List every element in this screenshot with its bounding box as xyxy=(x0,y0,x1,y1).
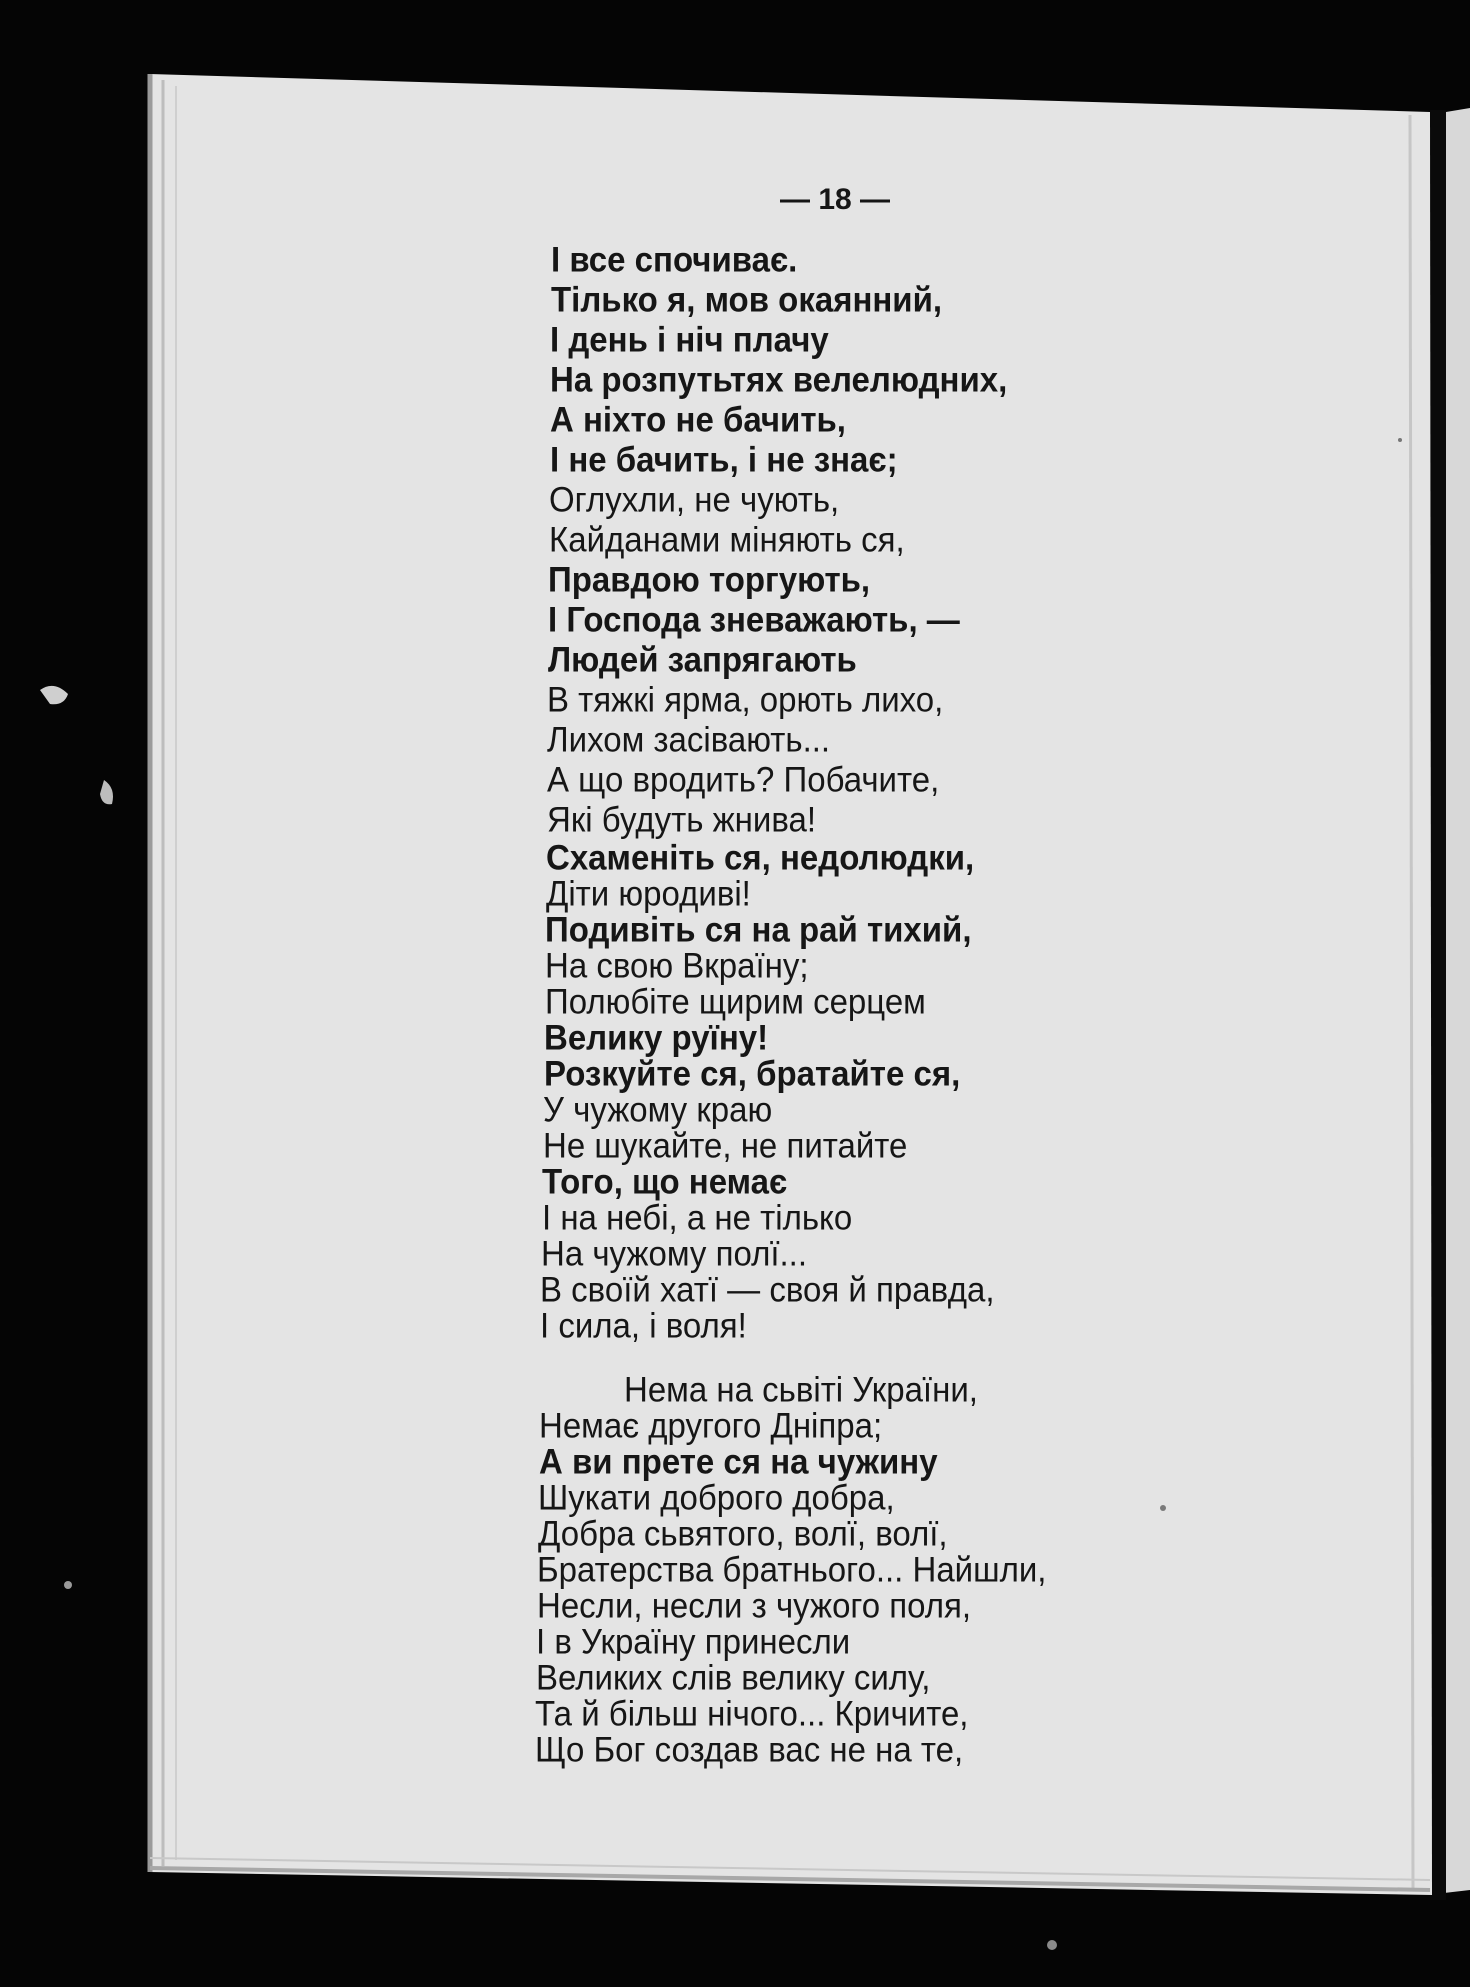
poem-line: І не бачить, і не знає; xyxy=(550,438,898,479)
poem-line: У чужому краю xyxy=(543,1088,773,1129)
poem-line: І Господа зневажають, — xyxy=(548,598,960,639)
poem-line: Великих слів велику силу, xyxy=(536,1656,931,1697)
poem-line: І на небі, а не тілько xyxy=(542,1196,853,1237)
poem-line: Які будуть жнива! xyxy=(547,798,816,839)
poem-line: Несли, несли з чужого поля, xyxy=(537,1584,972,1625)
page-number: — 18 — xyxy=(780,183,891,216)
poem-line: Лихом засівають... xyxy=(547,718,831,759)
poem-line: Подивіть ся на рай тихий, xyxy=(545,908,972,949)
poem-line: Схаменіть ся, недолюдки, xyxy=(546,836,975,877)
poem-line: А ви прете ся на чужину xyxy=(539,1440,938,1481)
poem-line: На чужому полї... xyxy=(541,1232,807,1273)
poem-line: Того, що немає xyxy=(542,1160,788,1201)
poem-line: Тілько я, мов окаянний, xyxy=(551,278,943,319)
poem-line: В своїй хатї — своя й правда, xyxy=(540,1268,995,1309)
poem-line: І в Україну принесли xyxy=(536,1620,851,1661)
poem-line: Правдою торгують, xyxy=(548,558,871,599)
poem-line: І все спочиває. xyxy=(551,238,798,279)
poem-line: І сила, і воля! xyxy=(540,1304,747,1345)
poem-line: На розпутьтях велелюдних, xyxy=(550,358,1008,399)
poem-line: Полюбіте щирим серцем xyxy=(545,980,926,1021)
poem-line: А що вродить? Побачите, xyxy=(547,758,940,799)
poem-line: Що Бог создав вас не на те, xyxy=(535,1728,964,1769)
poem-line: Кайданами міняють ся, xyxy=(549,518,905,559)
poem-line: Людей запрягають xyxy=(548,638,857,679)
poem-line: Оглухли, не чують, xyxy=(549,478,840,519)
poem-line: Не шукайте, не питайте xyxy=(543,1124,908,1165)
poem-line: Діти юродиві! xyxy=(546,872,751,913)
poem-line: Велику руїну! xyxy=(544,1016,769,1057)
poem-line: На свою Вкраїну; xyxy=(545,944,809,985)
poem-line: Розкуйте ся, братайте ся, xyxy=(544,1052,961,1093)
poem-line: Нема на сьвіті України, xyxy=(624,1368,978,1409)
poem-line: Братерства братнього... Найшли, xyxy=(537,1548,1047,1589)
poem-line: В тяжкі ярма, орють лихо, xyxy=(547,678,944,719)
poem-line: Немає другого Дніпра; xyxy=(539,1404,883,1445)
poem-line: І день і ніч плачу xyxy=(550,318,829,359)
poem-line: Та й більш нічого... Кричите, xyxy=(535,1692,969,1733)
poem-line: Шукати доброго добра, xyxy=(538,1476,895,1517)
poem-line: Добра сьвятого, волї, волї, xyxy=(538,1512,948,1553)
poem-line: А ніхто не бачить, xyxy=(550,398,846,439)
